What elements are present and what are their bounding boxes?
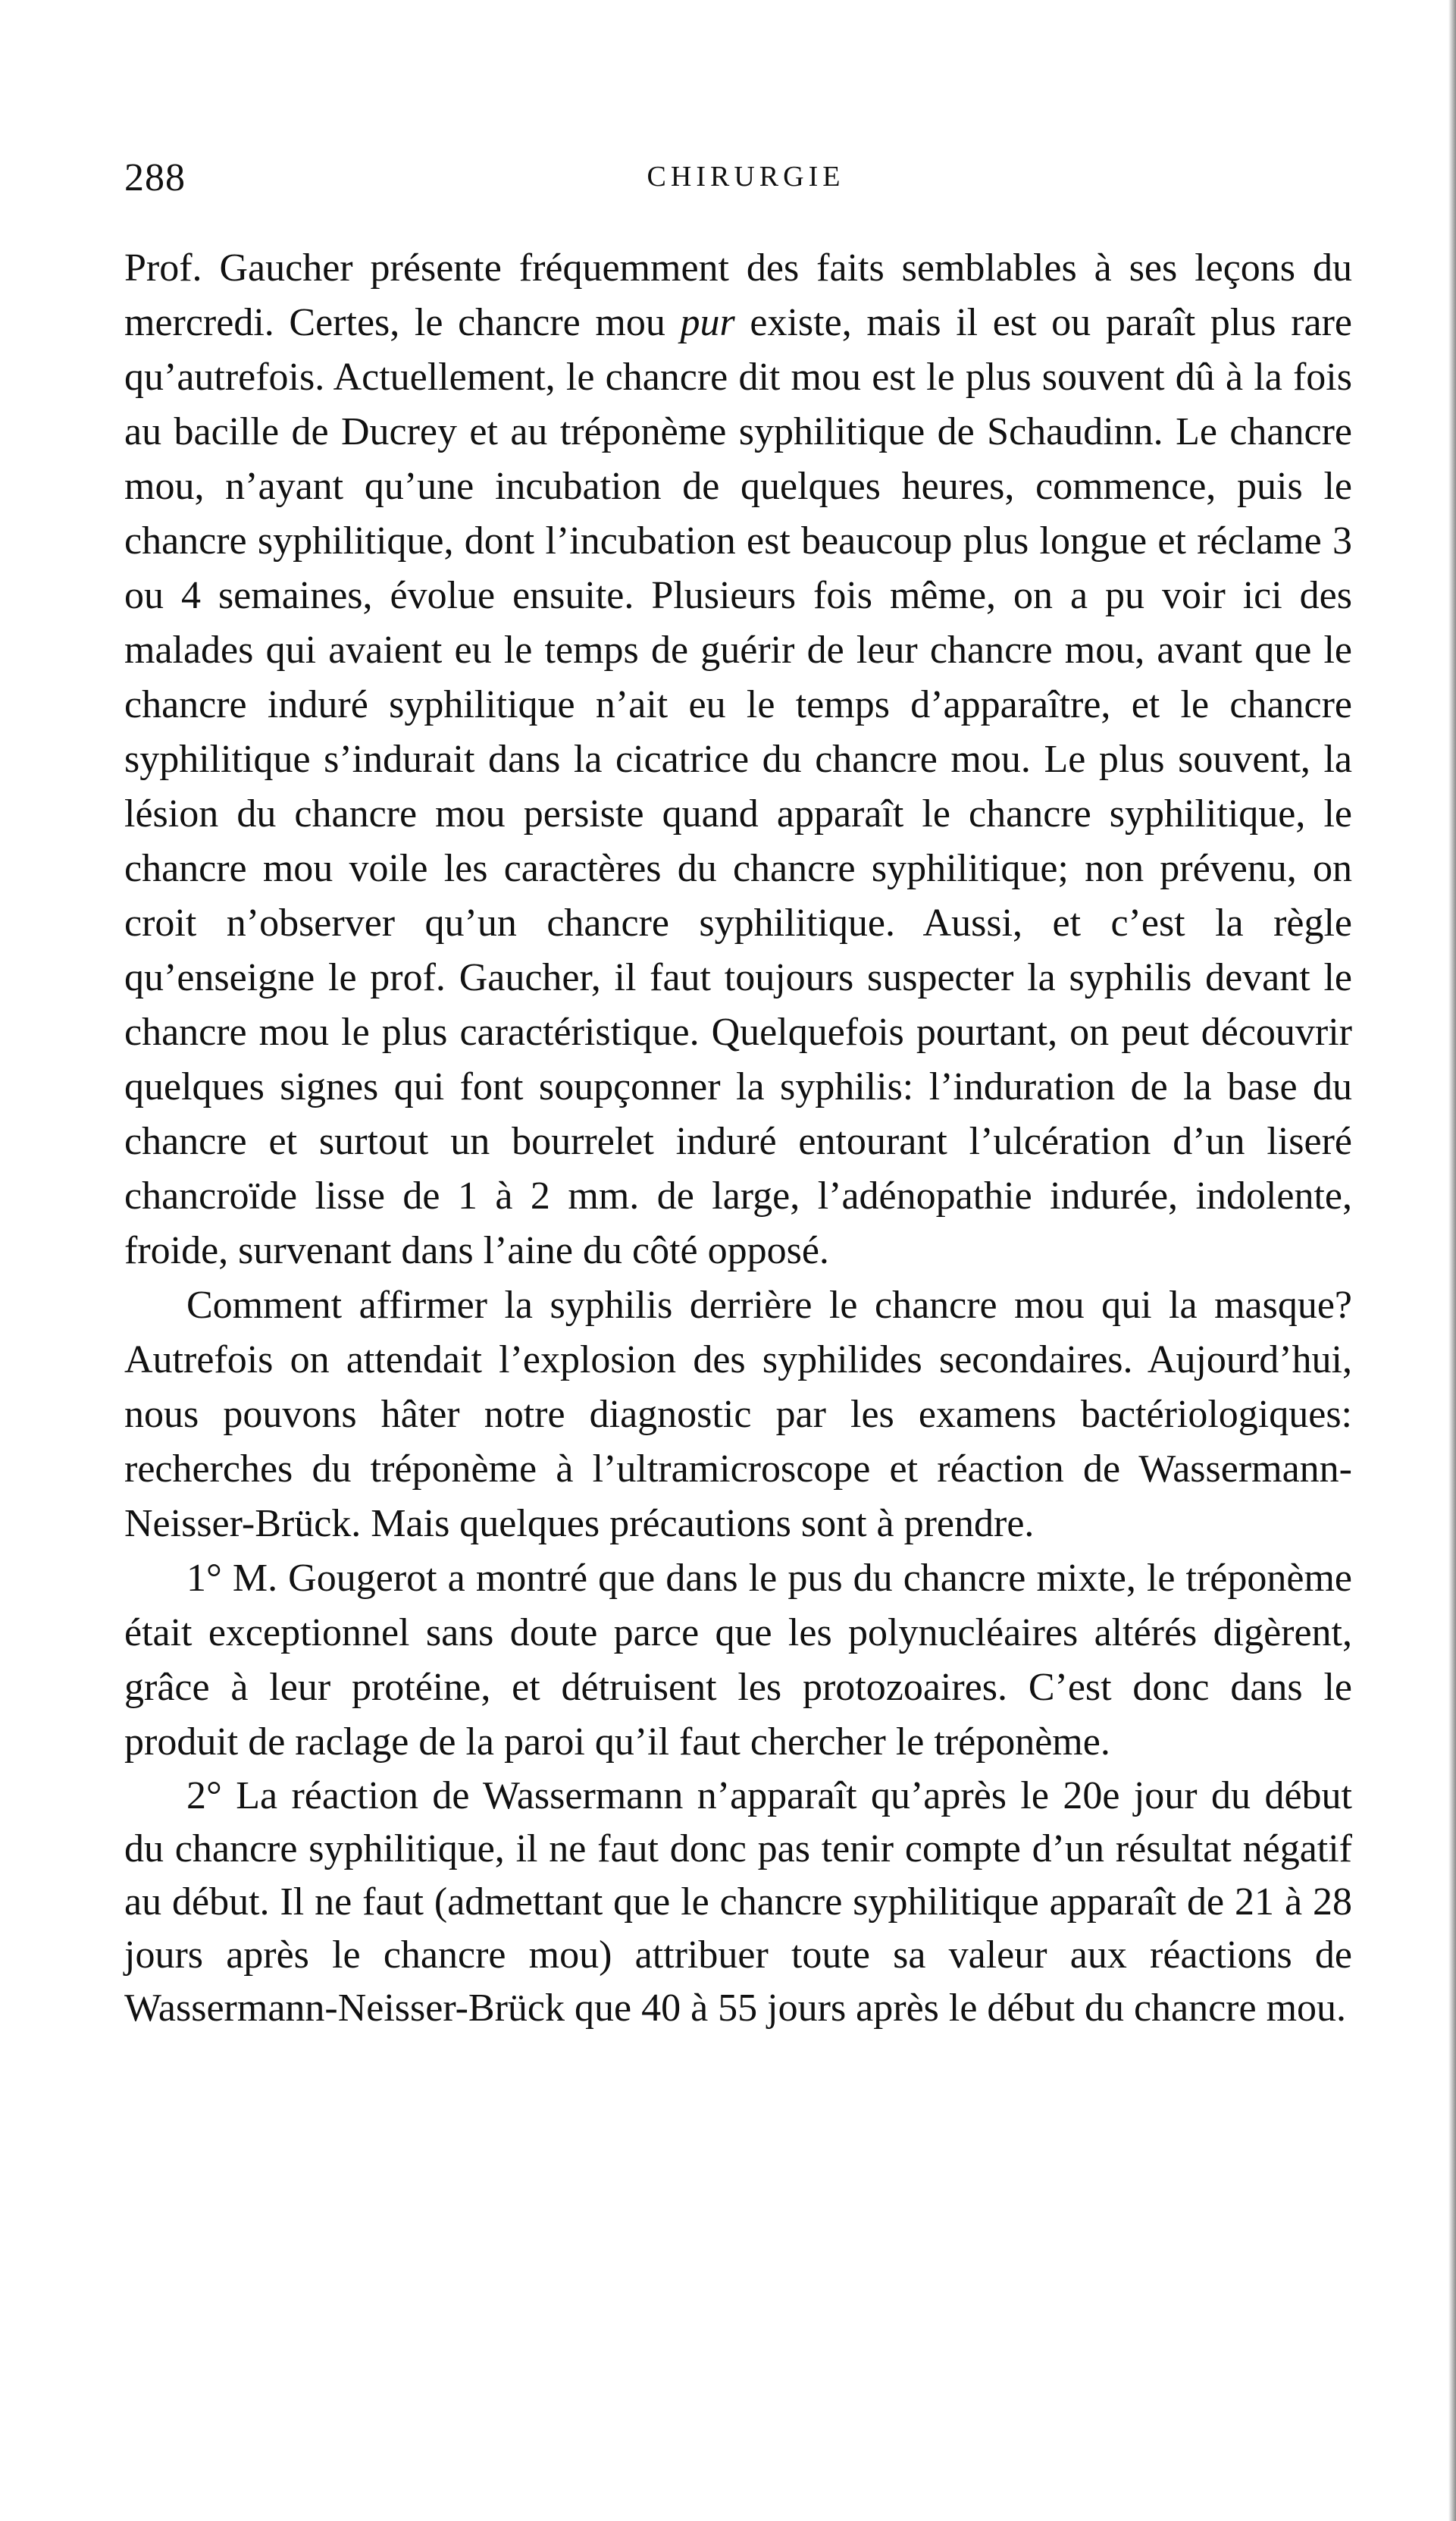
page-edge-shadow: [1448, 0, 1456, 2521]
running-title: CHIRURGIE: [647, 161, 845, 193]
body-text: [124, 241, 1352, 2035]
paragraph-point-1: 1° M. Gougerot a montré que dans le pus du chancre mixte, le tréponème était exceptionnel sans doute parce que les polynucléaires altérés digèrent, grâce à leur protéine, et détruisent les protozoaires. C’est donc dans le produit de raclage de la paroi qu’il faut chercher le tréponème.: [124, 1557, 1352, 1764]
paragraph-1-text-before: Prof. Gaucher présente fréquemment des faits semblables à ses leçons du mercredi. Certes, le chancre mou: [124, 246, 1352, 344]
paragraph-syphilis-diagnosis: Comment affirmer la syphilis derrière le chancre mou qui la masque? Autrefois on attendait l’explosion des syphilides secondaires. Aujourd’hui, nous pouvons hâter notre diagnostic par les examens bactériologiques: recherches du tréponème à l’ultramicroscope et réaction de Wassermann-Neisser-Brück. Mais quelques précautions sont à prendre.: [124, 1284, 1352, 1545]
paragraph-continued: [124, 241, 1352, 1278]
paragraph-1-text-after: existe, mais il est ou paraît plus rare qu’autrefois. Actuellement, le chancre dit mou est le plus souvent dû à la fois au bacille de Ducrey et au tréponème syphilitique de Schaudinn. Le chancre mou, n’ayant qu’une incubation de quelques heures, commence, puis le chancre syphilitique, dont l’incubation est beaucoup plus longue et réclame 3 ou 4 semaines, évolue ensuite. Plusieurs fois même, on a pu voir ici des malades qui avaient eu le temps de guérir de leur chancre mou, avant que le chancre induré syphilitique n’ait eu le temps d’apparaître, et le chancre syphilitique s’indurait dans la cicatrice du chancre mou. Le plus souvent, la lésion du chancre mou persiste quand apparaît le chancre syphilitique, le chancre mou voile les caractères du chancre syphilitique; non prévenu, on croit n’observer qu’un chancre syphilitique. Aussi, et c’est la règle qu’enseigne le prof. Gaucher, il faut toujours suspecter la syphilis devant le chancre mou le plus caractéristique. Quelquefois pourtant, on peut découvrir quelques signes qui font soupçonner la syphilis: l’induration de la base du chancre et surtout un bourrelet induré entourant l’ulcération d’un liseré chancroïde lisse de 1 à 2 mm. de large, l’adénopathie indurée, indolente, froide, survenant dans l’aine du côté opposé.: [124, 301, 1352, 1272]
emphasized-word: pur: [680, 301, 735, 344]
page-number: 288: [124, 156, 186, 199]
running-head: [124, 155, 1367, 209]
paragraph-point-2: 2° La réaction de Wassermann n’apparaît qu’après le 20e jour du début du chancre syphilitique, il ne faut donc pas tenir compte d’un résultat négatif au début. Il ne faut (admettant que le chancre syphilitique apparaît de 21 à 28 jours après le chancre mou) attribuer toute sa valeur aux réactions de Wassermann-Neisser-Brück que 40 à 55 jours après le début du chancre mou.: [124, 1774, 1352, 2030]
